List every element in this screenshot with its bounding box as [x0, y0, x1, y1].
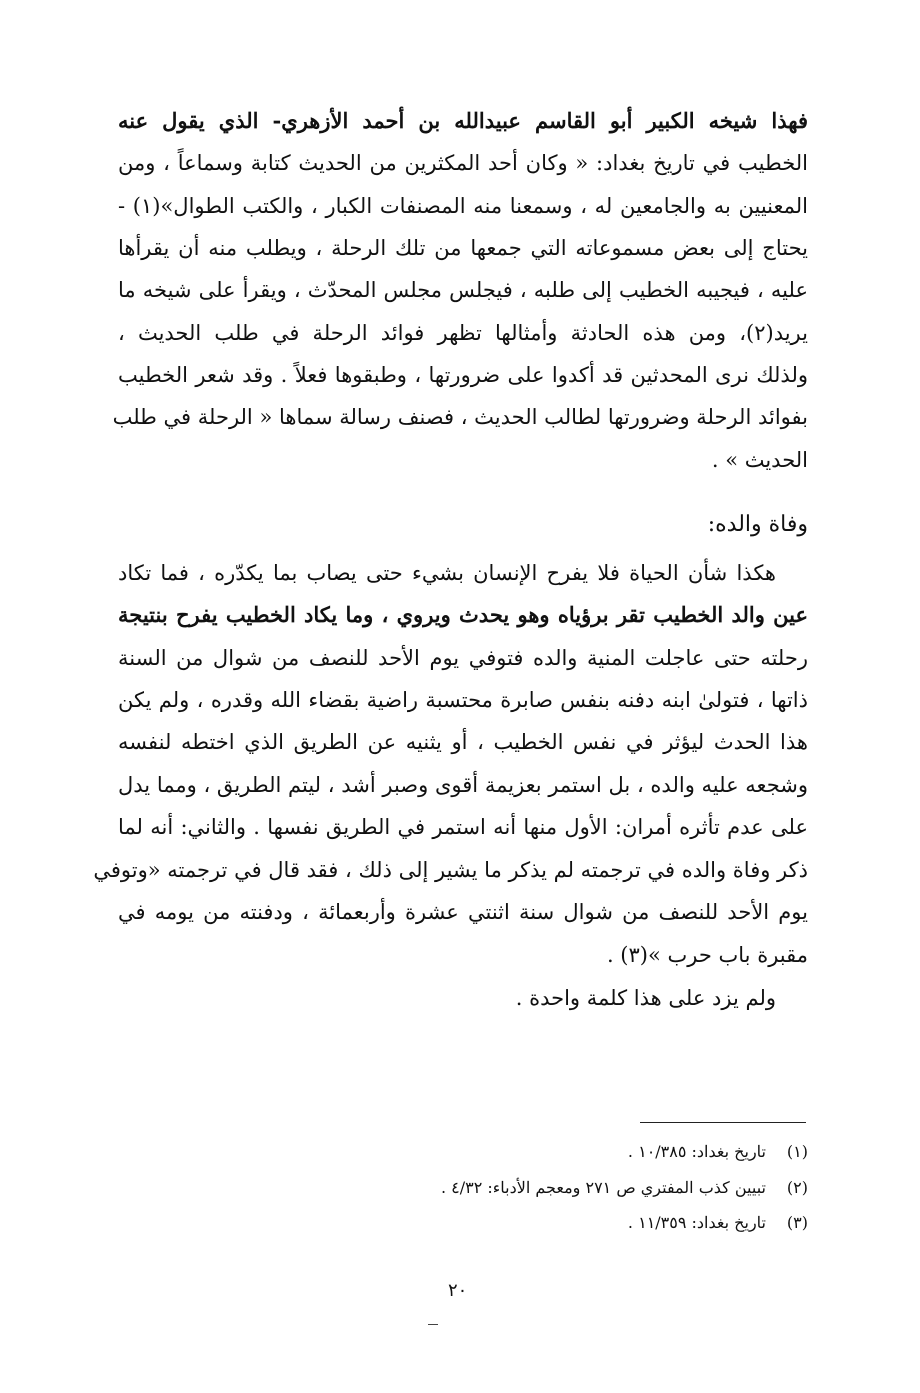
text-line: الحديث » .	[711, 448, 808, 472]
text-line: يحتاج إلى بعض مسموعاته التي جمعها من تلك الرحلة ، ويطلب منه أن يقرأها	[118, 236, 808, 260]
text-line: رحلته حتى عاجلت المنية والده فتوفي يوم الأحد للنصف من شوال من السنة	[118, 646, 808, 670]
text-line: ولذلك نرى المحدثين قد أكدوا على ضرورتها ، وطبقوها فعلاً . وقد شعر الخطيب	[118, 363, 808, 387]
page-number: ٢٠	[448, 1280, 468, 1301]
text-line: المعنيين به والجامعين له ، وسمعنا منه المصنفات الكبار ، والكتب الطوال»(١) -	[118, 194, 809, 218]
text-line: ذاتها ، فتولىٰ ابنه دفنه بنفس صابرة محتسبة راضية بقضاء الله وقدره ، ولم يكن	[118, 688, 808, 712]
footnote-text: تاريخ بغداد: ١٠/٣٨٥ .	[627, 1142, 766, 1161]
text-line: على عدم تأثره أمران: الأول منها أنه استمر في الطريق نفسها . والثاني: أنه لما	[118, 815, 808, 839]
text-line: هذا الحدث ليؤثر في نفس الخطيب ، أو يثنيه عن الطريق الذي اختطه لنفسه	[118, 730, 808, 754]
text-line: يوم الأحد للنصف من شوال سنة اثنتي عشرة وأربعمائة ، ودفنته من يومه في	[118, 900, 808, 924]
footnote-divider	[640, 1122, 806, 1123]
footnote	[628, 1213, 808, 1232]
text-line: عليه ، فيجيبه الخطيب إلى طلبه ، فيجلس مجلس المحدّث ، ويقرأ على شيخه ما	[118, 278, 808, 302]
footnote-text: تاريخ بغداد: ١١/٣٥٩ .	[627, 1213, 766, 1232]
footnote-text: تبيين كذب المفتري ص ٢٧١ ومعجم الأدباء: ٤/٣٢ .	[440, 1178, 766, 1197]
footnote	[628, 1142, 808, 1161]
footnote-number: (٣)	[786, 1213, 808, 1232]
text-line: هكذا شأن الحياة فلا يفرح الإنسان بشيء حتى يصاب بما يكدّره ، فما تكاد	[118, 561, 776, 585]
text-line: مقبرة باب حرب »(٣) .	[606, 943, 808, 967]
page-mark	[428, 1324, 438, 1325]
text-line: فهذا شيخه الكبير أبو القاسم عبيدالله بن أحمد الأزهري- الذي يقول عنه	[118, 108, 808, 133]
footnote-number: (١)	[786, 1142, 808, 1161]
footnote-number: (٢)	[786, 1178, 808, 1197]
text-line: بفوائد الرحلة وضرورتها لطالب الحديث ، فصنف رسالة سماها « الرحلة في طلب	[112, 405, 808, 429]
paragraph-3: ولم يزد على هذا كلمة واحدة .	[515, 986, 776, 1010]
section-heading: وفاة والده:	[707, 512, 808, 537]
text-line: ذكر وفاة والده في ترجمته لم يذكر ما يشير إلى ذلك ، فقد قال في ترجمته «وتوفي	[93, 858, 808, 882]
text-line: يريد(٢)، ومن هذه الحادثة وأمثالها تظهر فوائد الرحلة في طلب الحديث ،	[118, 321, 808, 345]
text-line: وشجعه عليه والده ، بل استمر بعزيمة أقوى وصبر أشد ، ليتم الطريق ، ومما يدل	[118, 773, 808, 797]
text-line: عين والد الخطيب تقر برؤياه وهو يحدث ويروي ، وما يكاد الخطيب يفرح بنتيجة	[118, 602, 808, 627]
footnote	[441, 1178, 808, 1197]
text-line: الخطيب في تاريخ بغداد: « وكان أحد المكثرين من الحديث كتابة وسماعاً ، ومن	[118, 151, 808, 175]
